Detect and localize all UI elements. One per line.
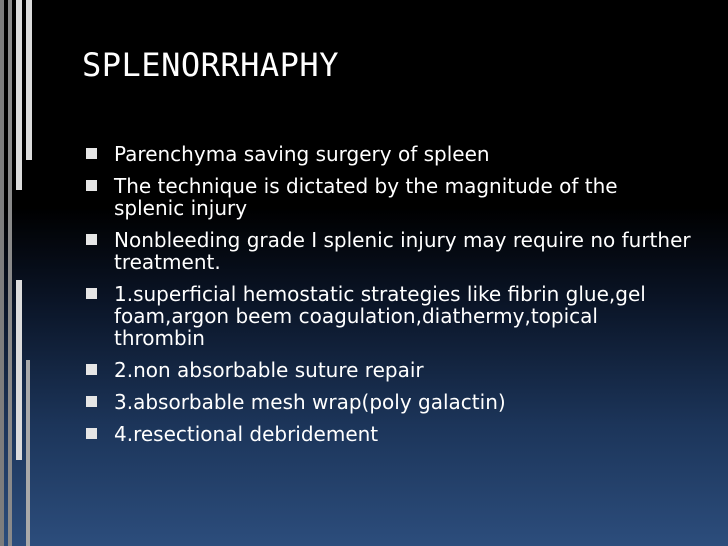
bullet-list — [84, 143, 694, 455]
decor-bar — [8, 0, 12, 546]
bullet-item — [84, 359, 694, 381]
square-bullet-icon — [86, 148, 97, 159]
decor-bar — [26, 360, 30, 546]
bullet-item — [84, 283, 694, 349]
square-bullet-icon — [86, 288, 97, 299]
bullet-text: Nonbleeding grade I splenic injury may require no further treatment. — [114, 228, 691, 274]
bullet-text: 1.superficial hemostatic strategies like fibrin glue,gel foam,argon beem coagulation,diathermy,topical thrombin — [114, 282, 646, 350]
bullet-item — [84, 423, 694, 445]
square-bullet-icon — [86, 180, 97, 191]
square-bullet-icon — [86, 428, 97, 439]
bullet-text: 4.resectional debridement — [114, 422, 379, 446]
bullet-text: Parenchyma saving surgery of spleen — [114, 142, 490, 166]
square-bullet-icon — [86, 364, 97, 375]
bullet-text: 2.non absorbable suture repair — [114, 358, 424, 382]
decorative-left-bars — [0, 0, 34, 546]
square-bullet-icon — [86, 396, 97, 407]
bullet-item — [84, 391, 694, 413]
decor-bar — [0, 0, 4, 546]
decor-bar — [16, 280, 22, 460]
bullet-text: 3.absorbable mesh wrap(poly galactin) — [114, 390, 506, 414]
bullet-item — [84, 229, 694, 273]
slide-title: SPLENORRHAPHY — [82, 46, 339, 84]
decor-bar — [16, 0, 22, 190]
square-bullet-icon — [86, 234, 97, 245]
decor-bar — [26, 0, 32, 160]
bullet-text: The technique is dictated by the magnitude of the splenic injury — [114, 174, 618, 220]
bullet-item — [84, 143, 694, 165]
bullet-item — [84, 175, 694, 219]
